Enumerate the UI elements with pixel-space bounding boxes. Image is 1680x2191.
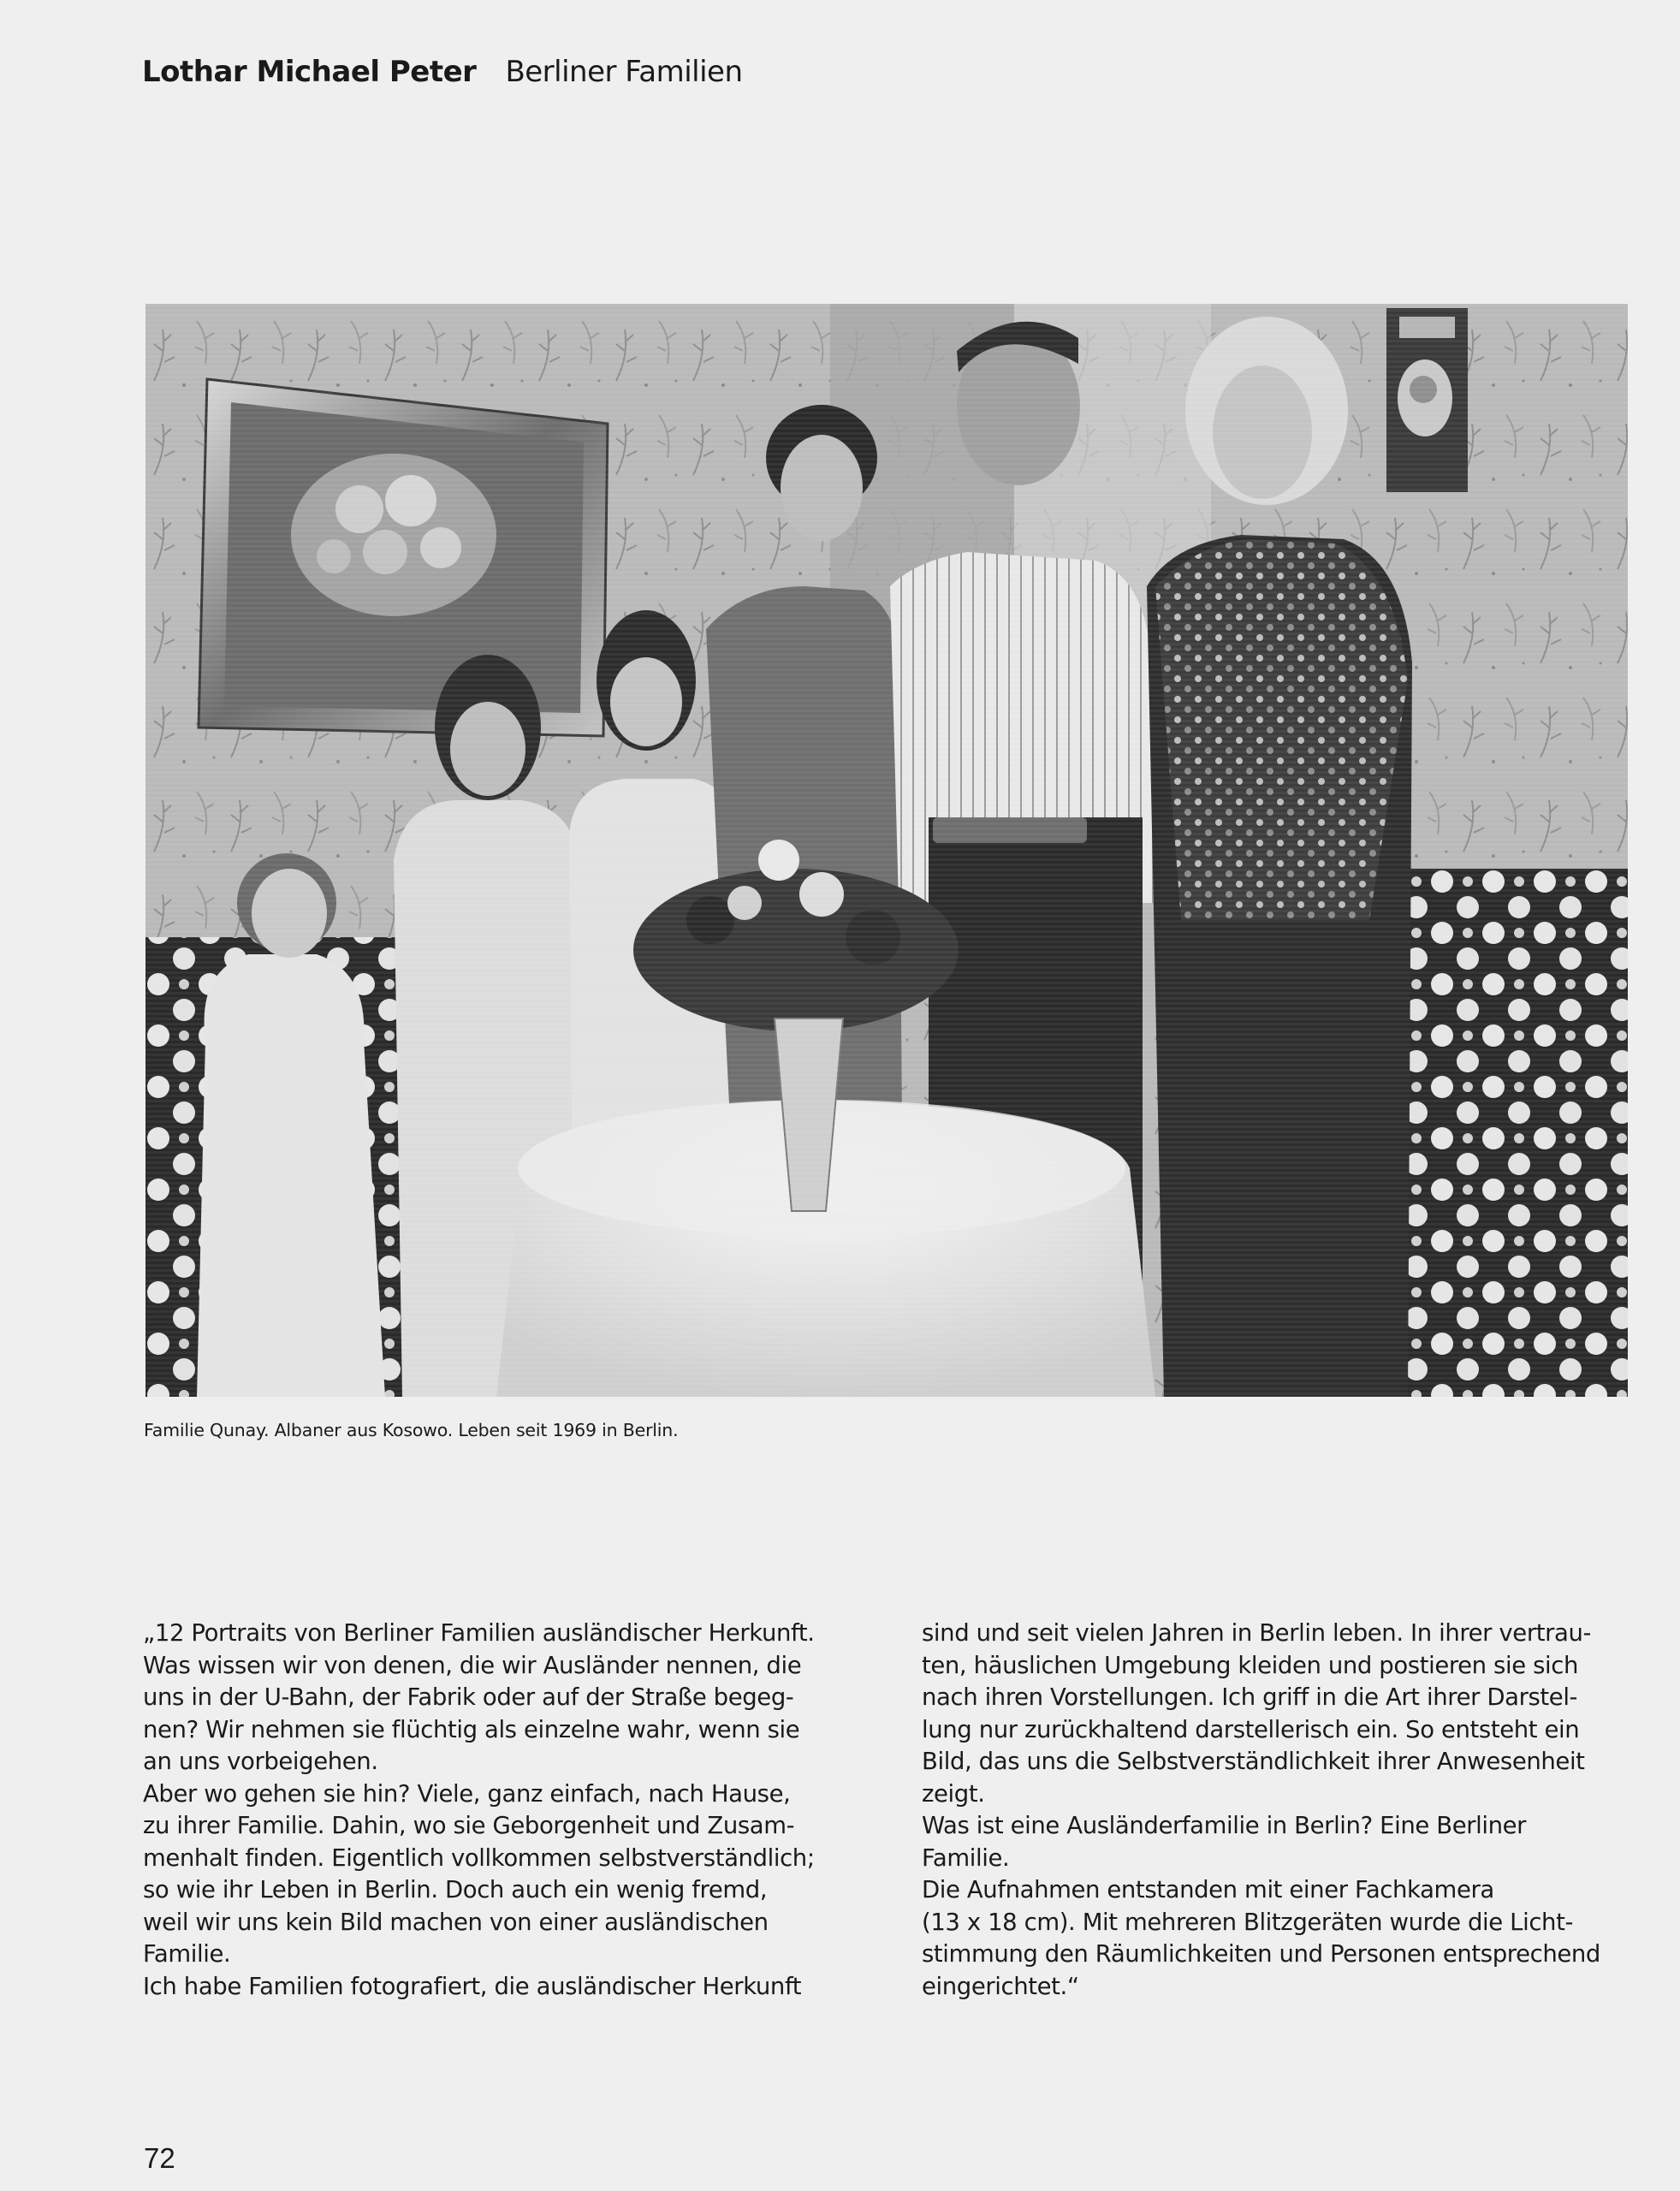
text-line: ten, häuslichen Umgebung kleiden und postieren sie sich [922, 1651, 1578, 1679]
body-text-left-column [143, 1618, 879, 2003]
text-line: lung nur zurückhaltend darstellerisch ein. So entsteht ein [922, 1715, 1580, 1743]
text-line: Was ist eine Ausländerfamilie in Berlin? Eine Berliner [922, 1812, 1527, 1839]
text-line: Familie. [922, 1844, 1010, 1872]
page-number: 72 [144, 2142, 175, 2174]
photo-caption: Familie Qunay. Albaner aus Kosowo. Leben seit 1969 in Berlin. [144, 1420, 679, 1440]
text-line: Bild, das uns die Selbstverständlichkeit ihrer Anwesenheit [922, 1748, 1585, 1775]
text-line: Die Aufnahmen entstanden mit einer Fachkamera [922, 1876, 1494, 1903]
text-line: eingerichtet.“ [922, 1972, 1079, 2000]
text-line: nach ihren Vorstellungen. Ich griff in die Art ihrer Darstel- [922, 1683, 1578, 1711]
text-line: uns in der U-Bahn, der Fabrik oder auf der Straße begeg- [143, 1683, 794, 1711]
text-line: sind und seit vielen Jahren in Berlin leben. In ihrer vertrau- [922, 1619, 1592, 1647]
text-line: Aber wo gehen sie hin? Viele, ganz einfach, nach Hause, [143, 1779, 791, 1808]
text-line: zeigt. [922, 1779, 985, 1808]
series-title: Berliner Familien [505, 55, 743, 89]
text-line: Familie. [143, 1940, 231, 1968]
text-line: menhalt finden. Eigentlich vollkommen selbstverständlich; [143, 1844, 815, 1872]
text-line: (13 x 18 cm). Mit mehreren Blitzgeräten wurde die Licht- [922, 1908, 1573, 1936]
text-line: an uns vorbeigehen. [143, 1748, 378, 1775]
text-line: Was wissen wir von denen, die wir Ausländer nennen, die [143, 1651, 802, 1679]
body-text-right-column [922, 1618, 1658, 2003]
running-header [142, 53, 743, 91]
text-line: stimmung den Räumlichkeiten und Personen entsprechend [922, 1940, 1600, 1968]
text-line: Ich habe Familien fotografiert, die ausländischer Herkunft [143, 1972, 802, 2000]
author-name: Lothar Michael Peter [142, 55, 477, 89]
text-line: „12 Portraits von Berliner Familien ausländischer Herkunft. [143, 1619, 815, 1647]
text-line: so wie ihr Leben in Berlin. Doch auch ein wenig fremd, [143, 1876, 768, 1903]
text-line: nen? Wir nehmen sie flüchtig als einzelne wahr, wenn sie [143, 1715, 800, 1743]
text-line: zu ihrer Familie. Dahin, wo sie Geborgenheit und Zusam- [143, 1812, 795, 1839]
text-line: weil wir uns kein Bild machen von einer ausländischen [143, 1908, 769, 1936]
family-photograph [145, 304, 1628, 1397]
